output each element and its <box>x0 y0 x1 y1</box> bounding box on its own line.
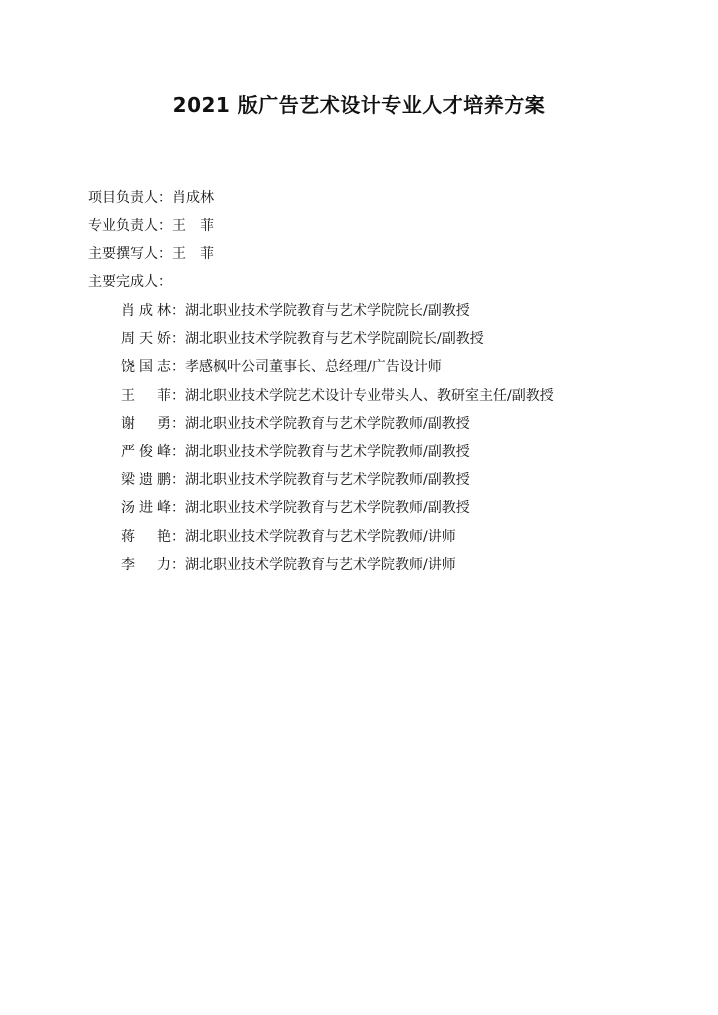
document-title: 2021 版广告艺术设计专业人才培养方案 <box>172 93 546 117</box>
member-detail: ：湖北职业技术学院教育与艺术学院教师/副教授 <box>171 500 470 517</box>
member-detail: ：湖北职业技术学院教育与艺术学院院长/副教授 <box>171 303 470 319</box>
member-row <box>121 355 554 383</box>
member-name: 王菲 <box>121 387 171 404</box>
member-detail: ：湖北职业技术学院艺术设计专业带头人、教研室主任/副教授 <box>171 387 554 404</box>
member-name: 严俊峰 <box>121 443 171 460</box>
member-row <box>121 553 554 581</box>
member-row <box>121 412 554 440</box>
member-detail: ：孝感枫叶公司董事长、总经理/广告设计师 <box>171 359 442 376</box>
major-lead: 专业负责人：王 菲 <box>88 218 214 234</box>
member-row <box>121 468 554 496</box>
member-detail: ：湖北职业技术学院教育与艺术学院教师/副教授 <box>171 472 470 489</box>
main-contributors-label: 主要完成人： <box>88 274 172 290</box>
member-name: 李力 <box>121 556 171 573</box>
member-name: 蒋艳 <box>121 528 171 545</box>
member-row <box>121 299 554 327</box>
project-lead: 项目负责人：肖成林 <box>88 190 214 206</box>
member-row <box>121 440 554 468</box>
member-list <box>121 299 554 581</box>
member-row <box>121 327 554 355</box>
member-name: 谢勇 <box>121 415 171 432</box>
member-detail: ：湖北职业技术学院教育与艺术学院教师/讲师 <box>171 556 456 573</box>
member-detail: ：湖北职业技术学院教育与艺术学院副院长/副教授 <box>171 331 484 348</box>
main-writer: 主要撰写人：王 菲 <box>88 246 214 262</box>
member-name: 饶国志 <box>121 359 171 376</box>
member-name: 汤进峰 <box>121 500 171 517</box>
member-detail: ：湖北职业技术学院教育与艺术学院教师/讲师 <box>171 528 456 545</box>
member-detail: ：湖北职业技术学院教育与艺术学院教师/副教授 <box>171 443 470 460</box>
project-meta <box>88 186 214 298</box>
member-row <box>121 384 554 412</box>
member-name: 周天娇 <box>121 331 171 348</box>
member-row <box>121 496 554 524</box>
member-detail: ：湖北职业技术学院教育与艺术学院教师/副教授 <box>171 415 470 432</box>
member-name: 梁遗鹏 <box>121 472 171 489</box>
member-row <box>121 525 554 553</box>
member-name: 肖成林 <box>121 303 171 319</box>
